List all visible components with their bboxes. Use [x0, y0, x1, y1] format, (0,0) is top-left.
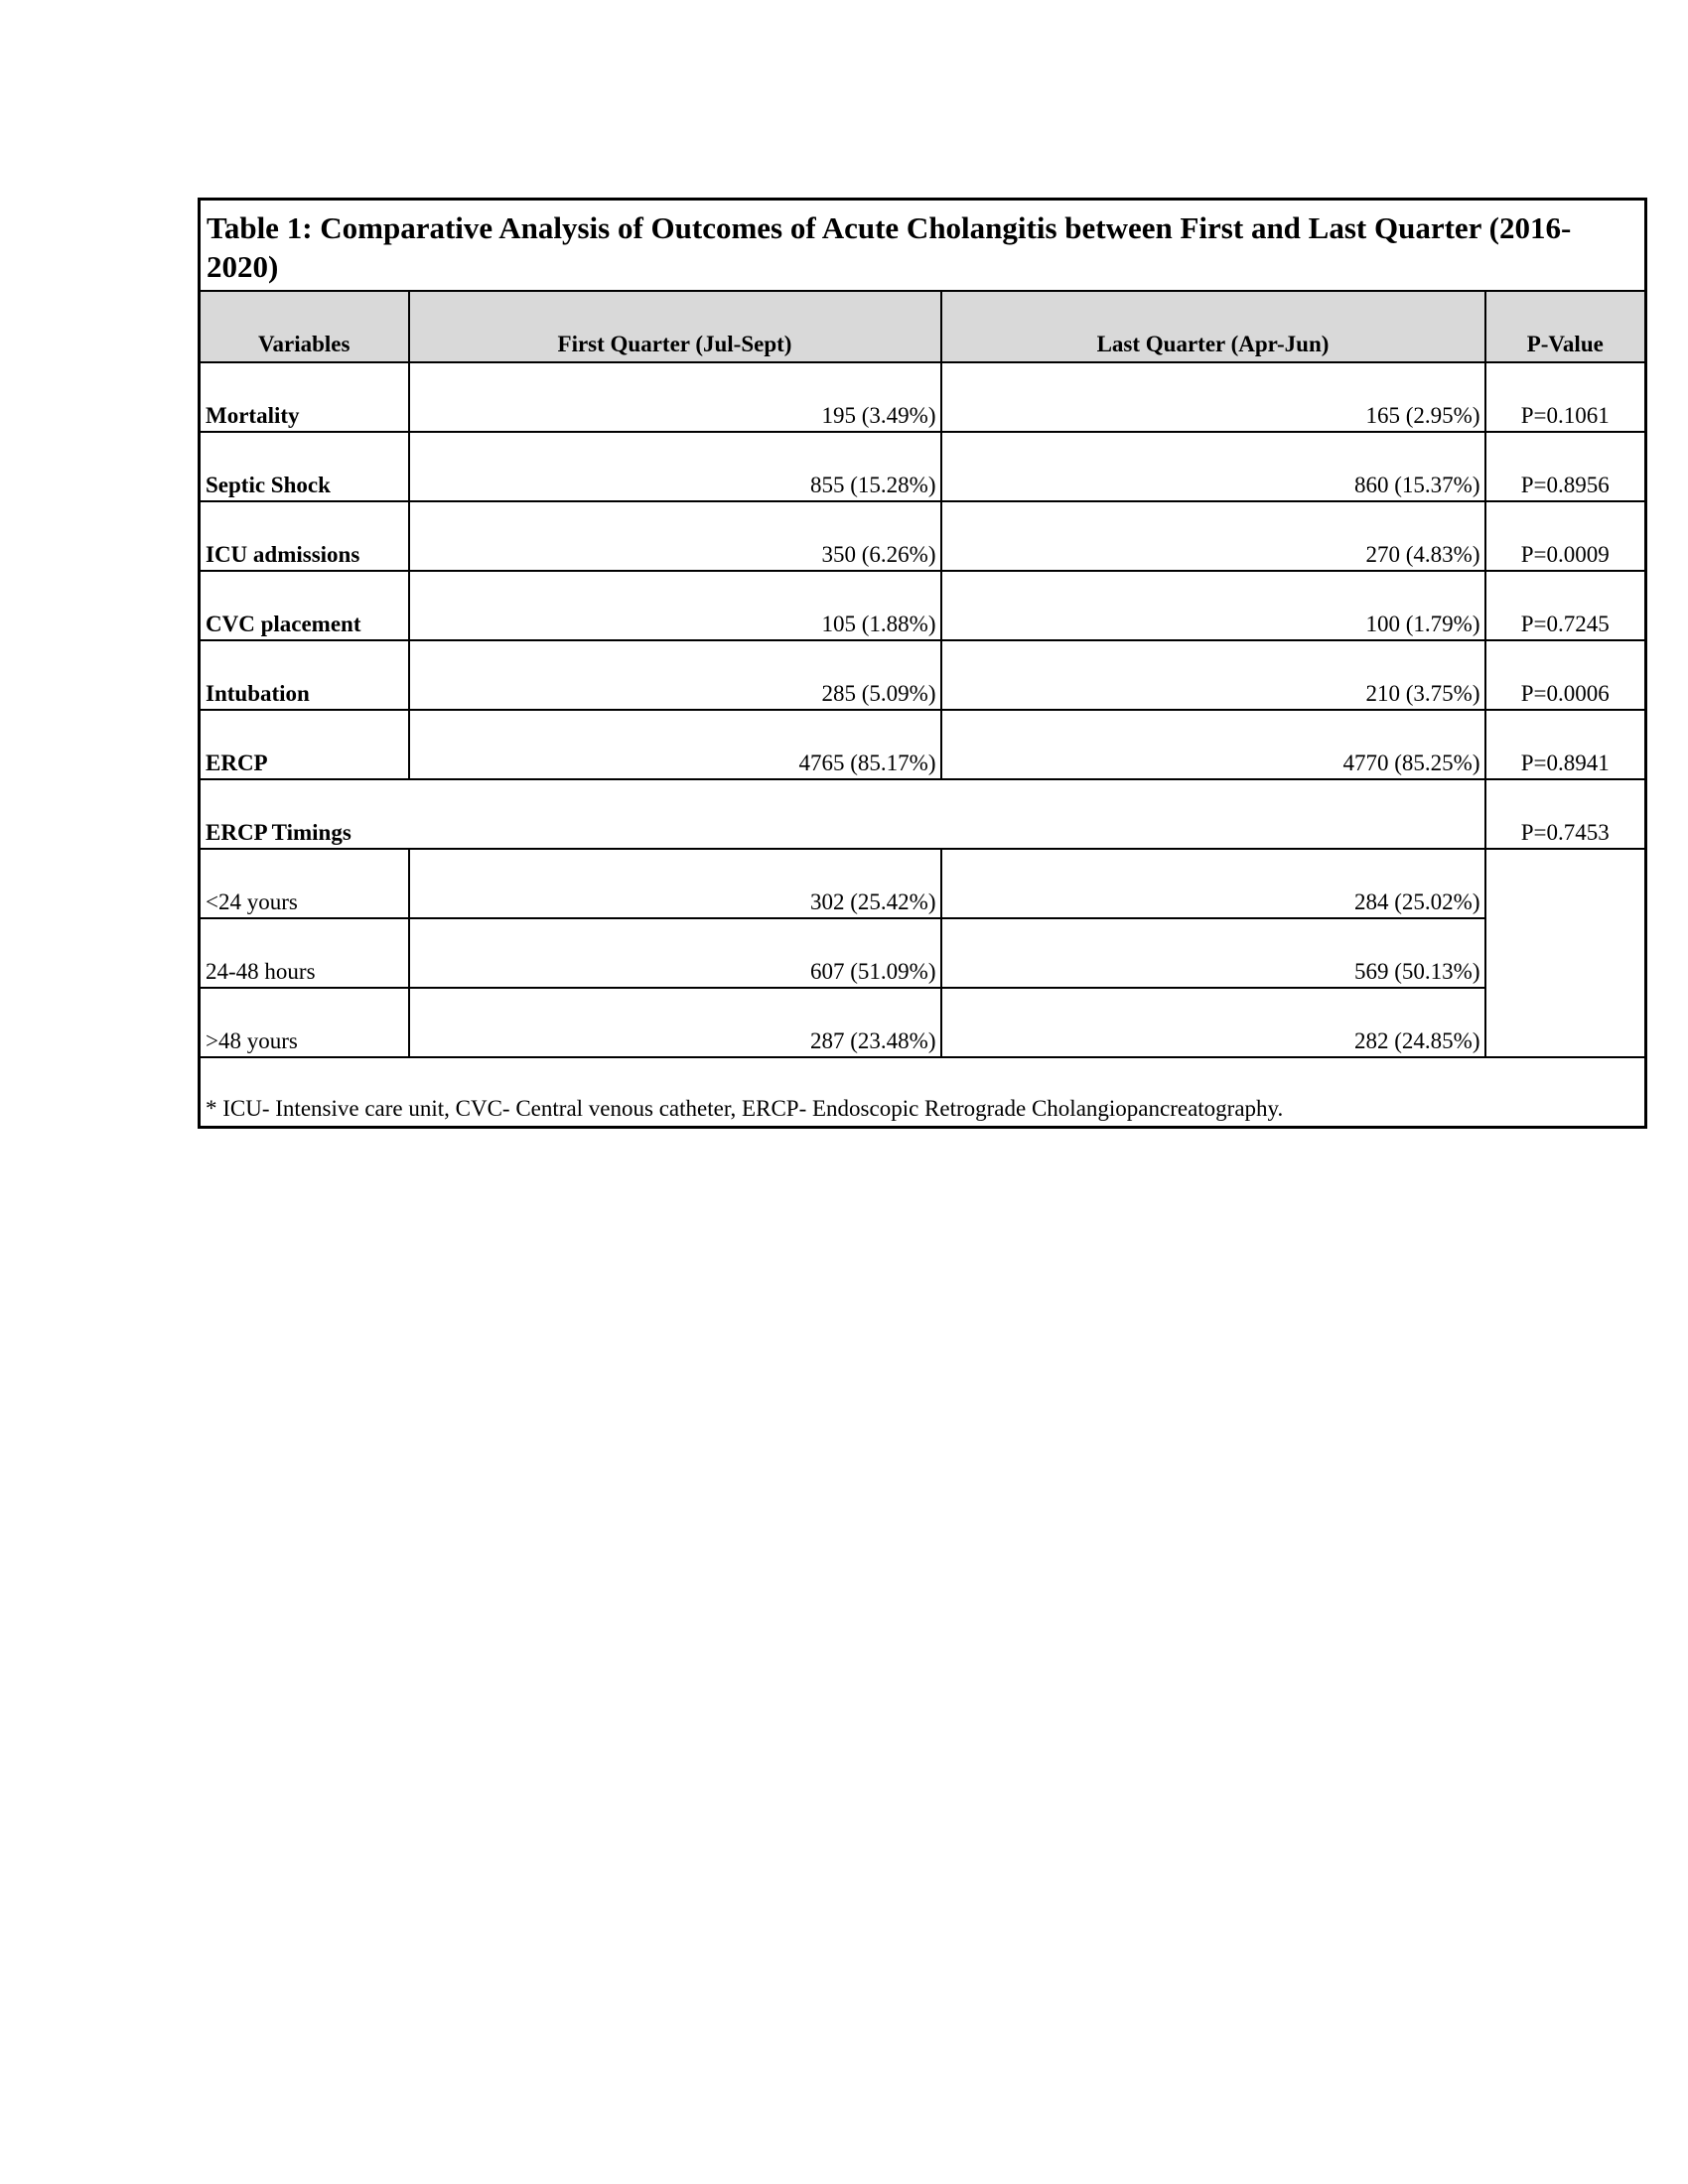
- row-label: Mortality: [200, 362, 409, 432]
- ercp-timings-row: [200, 779, 1646, 849]
- last-quarter-value: 270 (4.83%): [941, 501, 1485, 571]
- table-row: [200, 918, 1646, 988]
- header-variables: Variables: [200, 291, 409, 362]
- last-quarter-value: 282 (24.85%): [941, 988, 1485, 1057]
- last-quarter-value: 165 (2.95%): [941, 362, 1485, 432]
- first-quarter-value: 302 (25.42%): [409, 849, 941, 918]
- last-quarter-value: 4770 (85.25%): [941, 710, 1485, 779]
- row-label: ICU admissions: [200, 501, 409, 571]
- last-quarter-value: 284 (25.02%): [941, 849, 1485, 918]
- p-value: P=0.0006: [1485, 640, 1646, 710]
- last-quarter-value: 860 (15.37%): [941, 432, 1485, 501]
- p-value: P=0.8956: [1485, 432, 1646, 501]
- footnote-row: [200, 1057, 1646, 1128]
- table-title: Table 1: Comparative Analysis of Outcomes of Acute Cholangitis between First and Last Quarter (2016-2020): [200, 200, 1646, 292]
- header-last-quarter: Last Quarter (Apr-Jun): [941, 291, 1485, 362]
- outcomes-table: [198, 198, 1647, 1129]
- header-first-quarter: First Quarter (Jul-Sept): [409, 291, 941, 362]
- first-quarter-value: 195 (3.49%): [409, 362, 941, 432]
- title-row: [200, 200, 1646, 292]
- first-quarter-value: 855 (15.28%): [409, 432, 941, 501]
- p-value: P=0.1061: [1485, 362, 1646, 432]
- ercp-timings-p-value: P=0.7453: [1485, 779, 1646, 849]
- first-quarter-value: 285 (5.09%): [409, 640, 941, 710]
- p-value: P=0.7245: [1485, 571, 1646, 640]
- p-value: P=0.8941: [1485, 710, 1646, 779]
- table-row: [200, 501, 1646, 571]
- header-p-value: P-Value: [1485, 291, 1646, 362]
- row-label: CVC placement: [200, 571, 409, 640]
- first-quarter-value: 287 (23.48%): [409, 988, 941, 1057]
- first-quarter-value: 607 (51.09%): [409, 918, 941, 988]
- row-label: ERCP: [200, 710, 409, 779]
- timing-label: 24-48 hours: [200, 918, 409, 988]
- last-quarter-value: 100 (1.79%): [941, 571, 1485, 640]
- row-label: Intubation: [200, 640, 409, 710]
- first-quarter-value: 350 (6.26%): [409, 501, 941, 571]
- table-row: [200, 362, 1646, 432]
- table-row: [200, 710, 1646, 779]
- empty-p-cell: [1485, 849, 1646, 1057]
- first-quarter-value: 105 (1.88%): [409, 571, 941, 640]
- row-label: Septic Shock: [200, 432, 409, 501]
- footnote: * ICU- Intensive care unit, CVC- Central venous catheter, ERCP- Endoscopic Retrograde Cholangiopancreatography.: [200, 1057, 1646, 1128]
- last-quarter-value: 569 (50.13%): [941, 918, 1485, 988]
- ercp-timings-label: ERCP Timings: [200, 779, 1485, 849]
- table-row: [200, 849, 1646, 918]
- timing-label: <24 yours: [200, 849, 409, 918]
- table-row: [200, 640, 1646, 710]
- last-quarter-value: 210 (3.75%): [941, 640, 1485, 710]
- table-row: [200, 571, 1646, 640]
- first-quarter-value: 4765 (85.17%): [409, 710, 941, 779]
- timing-label: >48 yours: [200, 988, 409, 1057]
- table-row: [200, 432, 1646, 501]
- table-row: [200, 988, 1646, 1057]
- header-row: [200, 291, 1646, 362]
- p-value: P=0.0009: [1485, 501, 1646, 571]
